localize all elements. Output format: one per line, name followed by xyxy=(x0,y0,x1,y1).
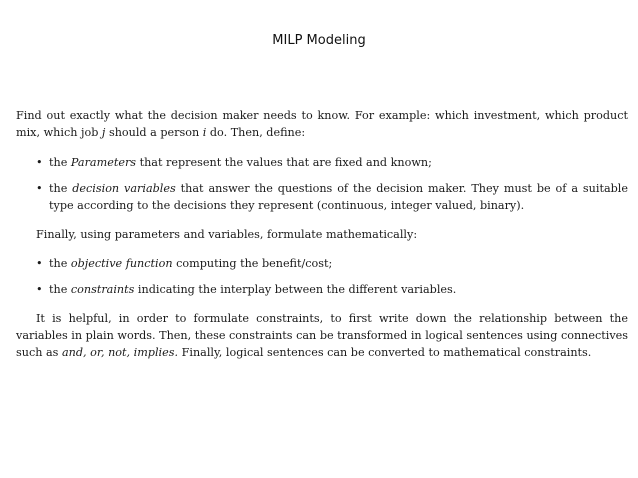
slide-title: MILP Modeling xyxy=(272,33,366,48)
bullet-icon: • xyxy=(36,257,43,270)
list-item: • the objective function computing the benefit/cost; xyxy=(36,257,333,270)
formulation-list xyxy=(16,255,628,298)
bullet-icon: • xyxy=(36,283,43,296)
list-item: • the decision variables that answer the questions of the decision maker. They must be of a suitable type according to the decisions they represent (continuous, integer valued, binary). xyxy=(36,182,628,212)
document-body xyxy=(16,107,628,361)
bullet-icon: • xyxy=(36,156,43,169)
intro-paragraph: Find out exactly what the decision maker needs to know. For example: which investment, which product mix, which job j should a person i do. Then, define: xyxy=(16,109,628,139)
closing-paragraph: It is helpful, in order to formulate constraints, to first write down the relationship between the variables in plain words. Then, these constraints can be transformed in logical sentences using connectives such as and, or, not, implies. Finally, logical sentences can be converted to mathematical constraints. xyxy=(16,312,628,359)
definition-list xyxy=(16,154,628,214)
finally-paragraph: Finally, using parameters and variables, formulate mathematically: xyxy=(36,228,418,241)
list-item: • the Parameters that represent the values that are fixed and known; xyxy=(36,156,432,169)
bullet-icon: • xyxy=(36,182,43,195)
list-item: • the constraints indicating the interplay between the different variables. xyxy=(36,283,457,296)
